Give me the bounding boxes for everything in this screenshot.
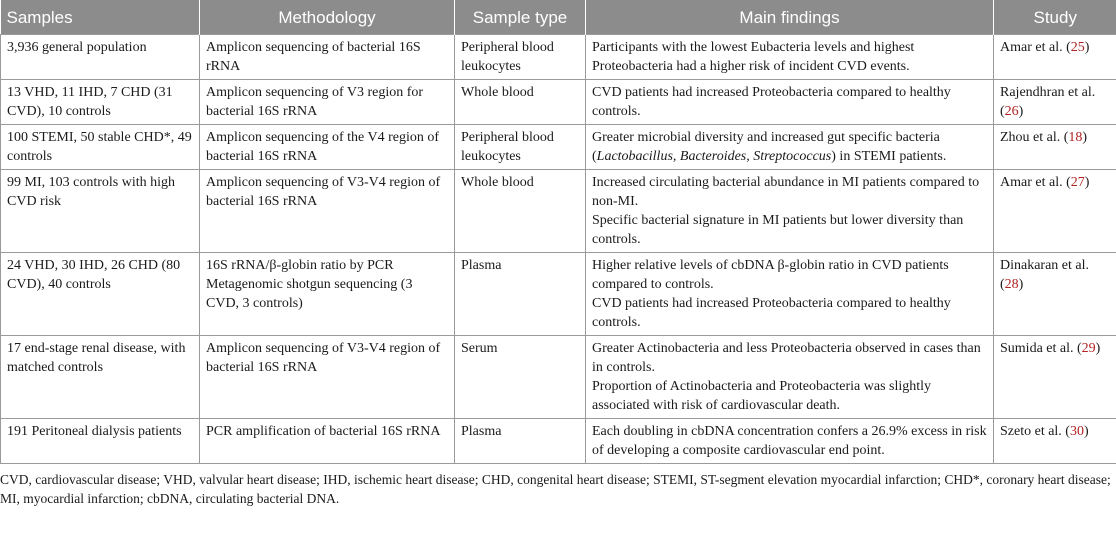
reference-link[interactable]: 26 <box>1004 104 1019 119</box>
finding-text: Greater Actinobacteria and less Proteobacteria observed in cases than in controls. <box>592 341 981 375</box>
cell-methodology <box>200 253 455 336</box>
cell-sample-type: Plasma <box>455 419 586 464</box>
cell-sample-type: Whole blood <box>455 170 586 253</box>
study-author: Szeto et al. ( <box>1000 424 1070 439</box>
cell-findings <box>586 336 994 419</box>
study-close: ) <box>1082 130 1088 145</box>
cell-methodology <box>200 419 455 464</box>
cell-findings <box>586 419 994 464</box>
cell-samples: 100 STEMI, 50 stable CHD*, 49 controls <box>1 125 200 170</box>
finding-text: CVD patients had increased Proteobacteria compared to healthy controls. <box>592 85 951 119</box>
cell-methodology <box>200 336 455 419</box>
finding-text: Proportion of Actinobacteria and Proteobacteria was slightly associated with risk of cardiovascular death. <box>592 379 932 413</box>
cell-methodology <box>200 125 455 170</box>
reference-link[interactable]: 29 <box>1081 341 1096 356</box>
study-author: Rajendhran et al. ( <box>1000 85 1096 119</box>
header-samples: Samples <box>1 0 200 35</box>
cell-sample-type: Serum <box>455 336 586 419</box>
cell-findings <box>586 170 994 253</box>
study-close: ) <box>1095 341 1101 356</box>
cell-sample-type: Peripheral blood leukocytes <box>455 35 586 80</box>
table-row <box>1 419 1116 464</box>
table-header-row <box>1 0 1116 35</box>
cell-findings <box>586 80 994 125</box>
study-author: Zhou et al. ( <box>1000 130 1069 145</box>
reference-link[interactable]: 30 <box>1069 424 1084 439</box>
study-author: Amar et al. ( <box>1000 175 1071 190</box>
study-close: ) <box>1018 104 1024 119</box>
study-author: Dinakaran et al. ( <box>1000 258 1090 292</box>
cell-sample-type: Plasma <box>455 253 586 336</box>
cell-methodology <box>200 170 455 253</box>
finding-italic-genera: Lactobacillus, Bacteroides, Streptococcus <box>596 149 832 164</box>
cell-samples: 24 VHD, 30 IHD, 26 CHD (80 CVD), 40 controls <box>1 253 200 336</box>
table-row <box>1 125 1116 170</box>
study-author: Amar et al. ( <box>1000 40 1071 55</box>
header-main-findings: Main findings <box>586 0 994 35</box>
study-close: ) <box>1084 40 1090 55</box>
cell-samples: 191 Peritoneal dialysis patients <box>1 419 200 464</box>
methodology-text: 16S rRNA/β-globin ratio by PCR <box>206 258 394 273</box>
header-study: Study <box>994 0 1116 35</box>
table-row <box>1 336 1116 419</box>
methodology-text: Amplicon sequencing of V3 region for bacterial 16S rRNA <box>206 85 424 119</box>
finding-text-end: ) in STEMI patients. <box>831 149 947 164</box>
methodology-text: PCR amplification of bacterial 16S rRNA <box>206 424 441 439</box>
cell-study <box>994 253 1116 336</box>
study-close: ) <box>1084 175 1090 190</box>
finding-text: Each doubling in cbDNA concentration confers a 26.9% excess in risk of developing a composite cardiovascular end point. <box>592 424 987 458</box>
table-footnote: CVD, cardiovascular disease; VHD, valvular heart disease; IHD, ischemic heart disease; CHD, congenital heart disease; STEMI, ST-segment elevation myocardial infarction; CHD*, coronary heart disease; MI, myocardial infarction; cbDNA, circulating bacterial DNA. <box>0 472 1111 506</box>
methodology-text: Amplicon sequencing of V3-V4 region of bacterial 16S rRNA <box>206 341 441 375</box>
table-row <box>1 253 1116 336</box>
cell-study <box>994 35 1116 80</box>
finding-text: Participants with the lowest Eubacteria levels and highest Proteobacteria had a higher risk of incident CVD events. <box>592 40 915 74</box>
cell-methodology <box>200 80 455 125</box>
reference-link[interactable]: 27 <box>1070 175 1085 190</box>
methodology-text: Amplicon sequencing of bacterial 16S rRNA <box>206 40 421 74</box>
reference-link[interactable]: 25 <box>1070 40 1085 55</box>
cell-methodology <box>200 35 455 80</box>
finding-text: Increased circulating bacterial abundance in MI patients compared to non-MI. <box>592 175 980 209</box>
cell-sample-type: Whole blood <box>455 80 586 125</box>
cell-study <box>994 419 1116 464</box>
cell-sample-type: Peripheral blood leukocytes <box>455 125 586 170</box>
cell-samples: 13 VHD, 11 IHD, 7 CHD (31 CVD), 10 controls <box>1 80 200 125</box>
reference-link[interactable]: 18 <box>1068 130 1083 145</box>
cell-samples: 17 end-stage renal disease, with matched controls <box>1 336 200 419</box>
header-sample-type: Sample type <box>455 0 586 35</box>
cell-findings <box>586 125 994 170</box>
table-row <box>1 80 1116 125</box>
cell-samples: 3,936 general population <box>1 35 200 80</box>
finding-text: Higher relative levels of cbDNA β-globin ratio in CVD patients compared to controls. <box>592 258 949 292</box>
cell-study <box>994 80 1116 125</box>
cell-study <box>994 336 1116 419</box>
reference-link[interactable]: 28 <box>1004 277 1019 292</box>
methodology-text: Amplicon sequencing of the V4 region of bacterial 16S rRNA <box>206 130 440 164</box>
study-close: ) <box>1083 424 1089 439</box>
finding-text: Greater microbial diversity and increased gut specific bacteria ( <box>592 130 940 164</box>
table-row <box>1 35 1116 80</box>
cell-study <box>994 125 1116 170</box>
cell-study <box>994 170 1116 253</box>
cell-samples: 99 MI, 103 controls with high CVD risk <box>1 170 200 253</box>
finding-text: Specific bacterial signature in MI patients but lower diversity than controls. <box>592 213 964 247</box>
study-close: ) <box>1018 277 1024 292</box>
cell-findings <box>586 253 994 336</box>
header-methodology: Methodology <box>200 0 455 35</box>
methodology-text: Amplicon sequencing of V3-V4 region of bacterial 16S rRNA <box>206 175 441 209</box>
methodology-text: Metagenomic shotgun sequencing (3 CVD, 3 controls) <box>206 277 413 311</box>
finding-text: CVD patients had increased Proteobacteria compared to healthy controls. <box>592 296 951 330</box>
study-author: Sumida et al. ( <box>1000 341 1082 356</box>
cell-findings <box>586 35 994 80</box>
table-row <box>1 170 1116 253</box>
